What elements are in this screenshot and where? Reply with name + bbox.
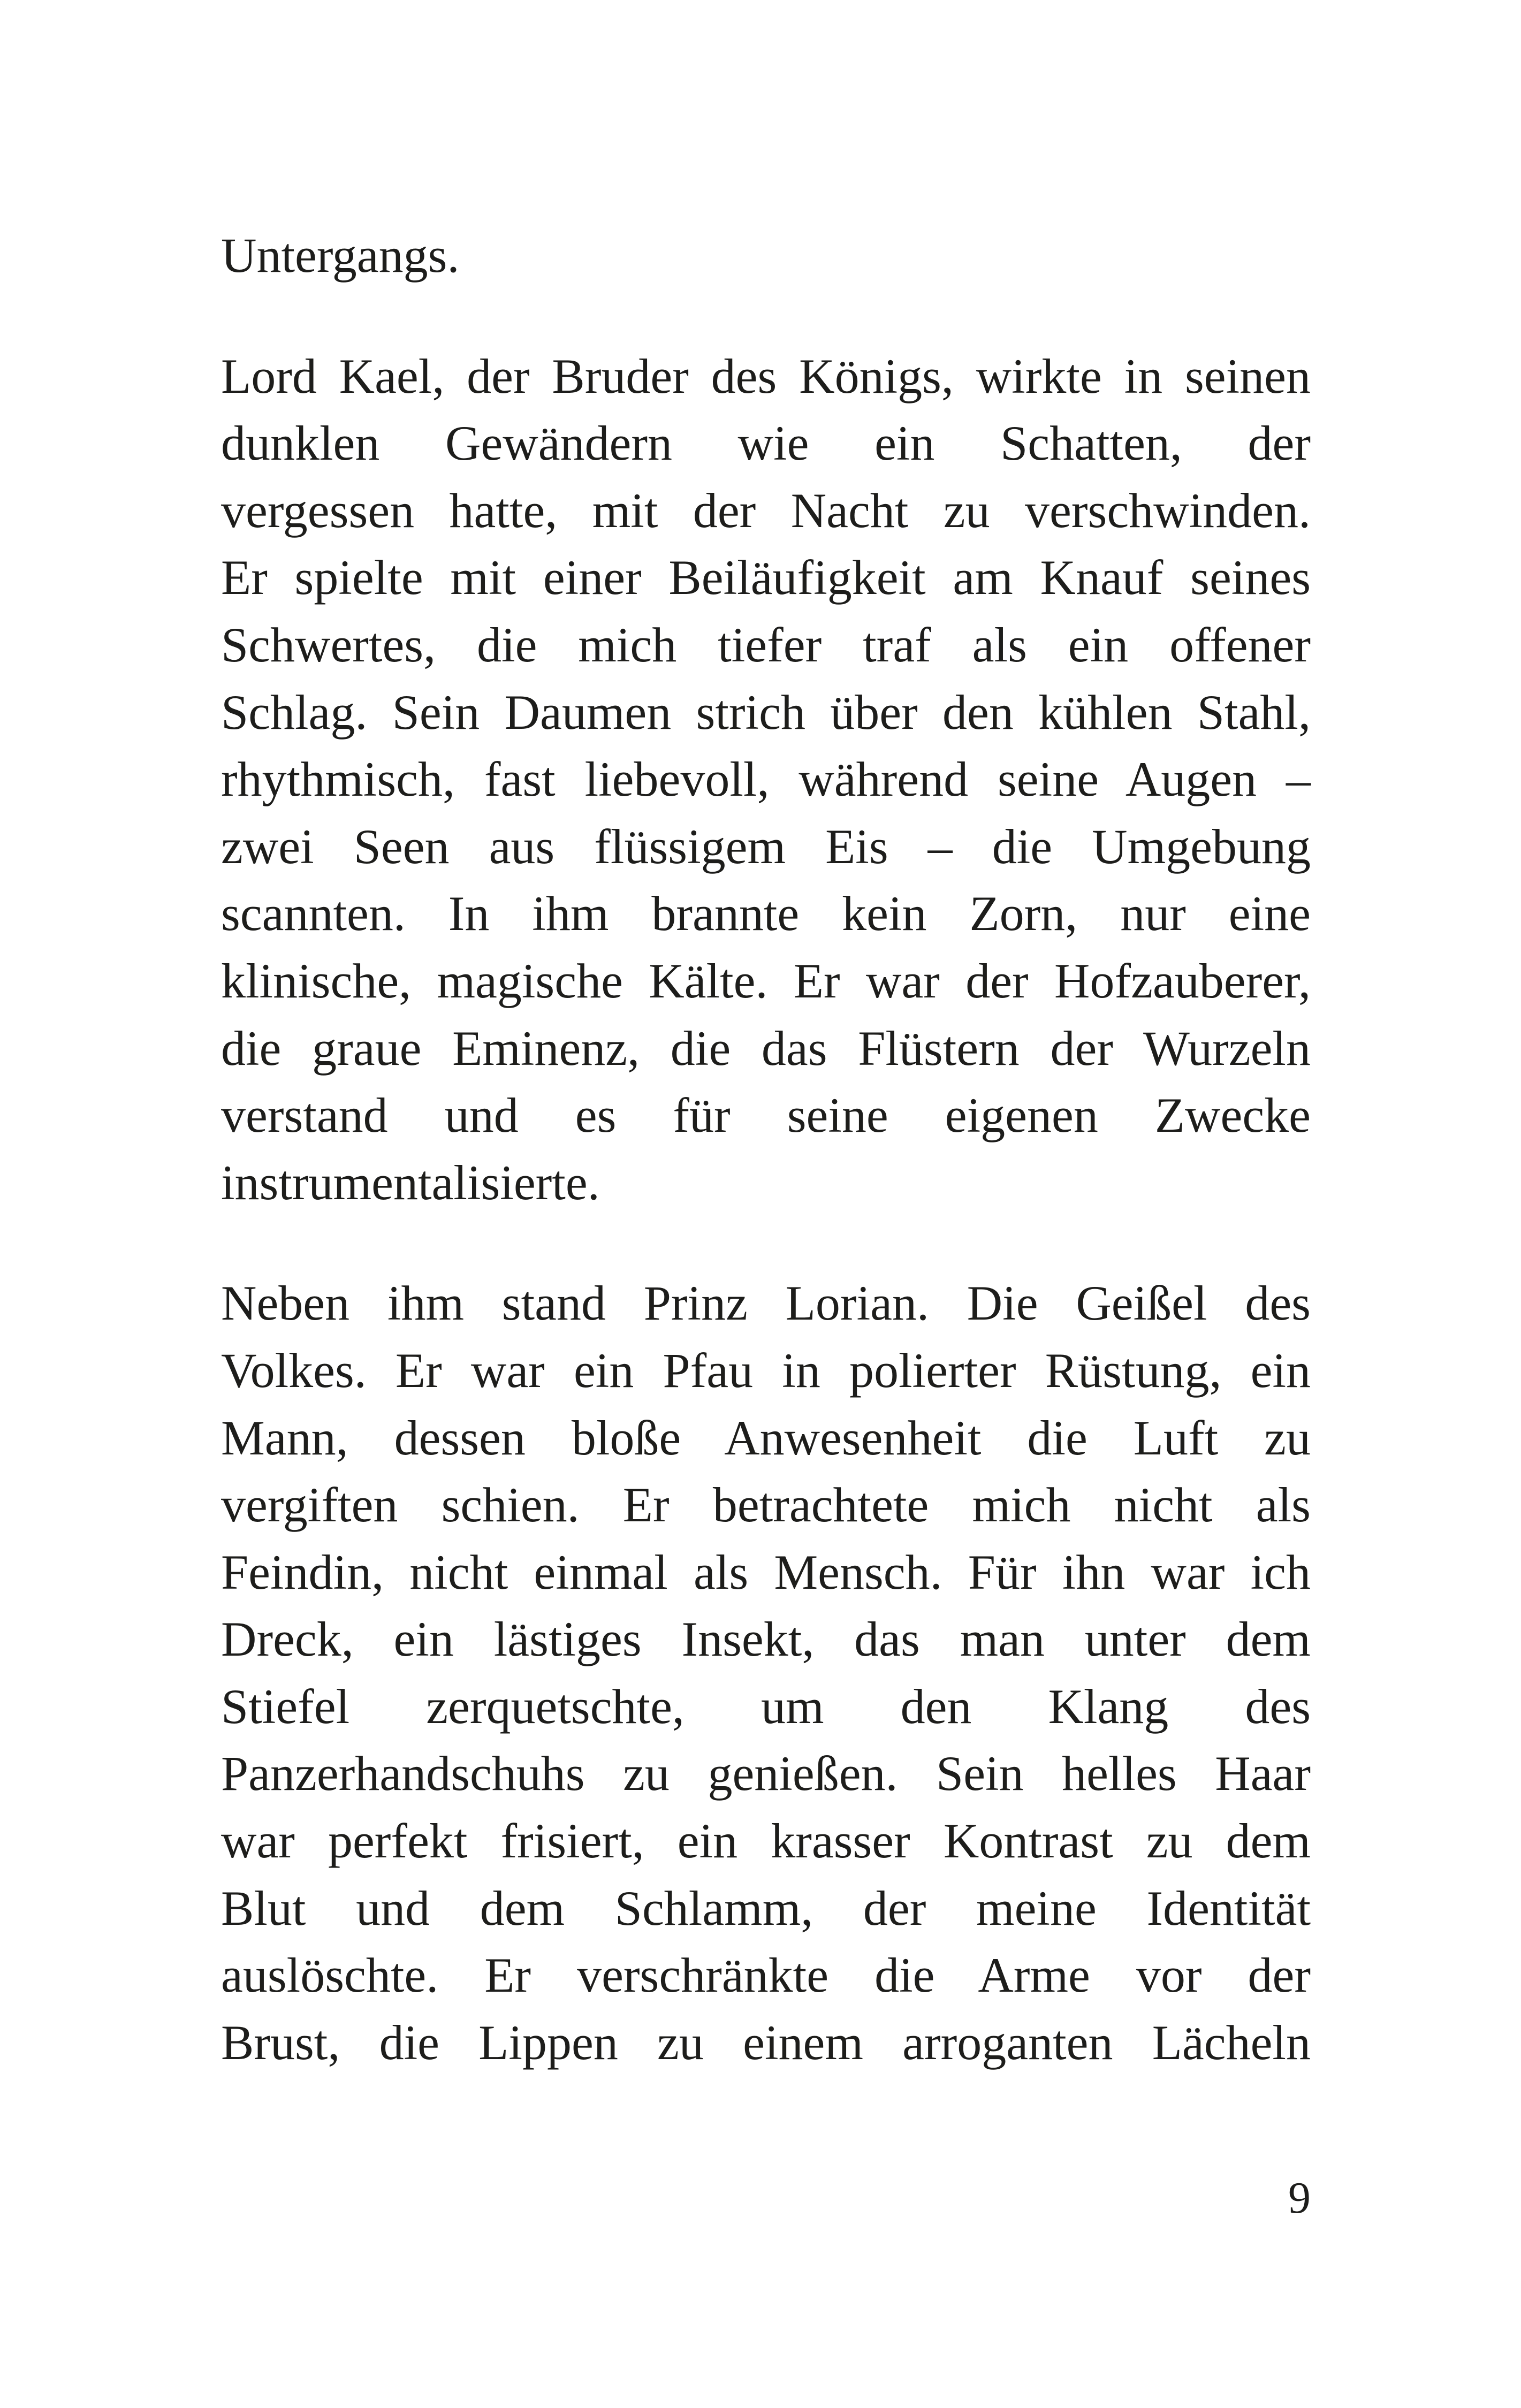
text-line: Volkes. Er war ein Pfau in polierter Rüstung, ein <box>221 1343 1311 1398</box>
text-line: dunklen Gewändern wie ein Schatten, der <box>221 416 1311 471</box>
text-line: Neben ihm stand Prinz Lorian. Die Geißel des <box>221 1276 1311 1331</box>
page-number: 9 <box>1288 2173 1311 2223</box>
text-line: Panzerhandschuhs zu genießen. Sein helles Haar <box>221 1746 1311 1801</box>
text-line: zwei Seen aus flüssigem Eis – die Umgebung <box>221 819 1311 874</box>
text-line: Schwertes, die mich tiefer traf als ein offener <box>221 617 1311 672</box>
text-line: war perfekt frisiert, ein krasser Kontrast zu dem <box>221 1813 1311 1869</box>
text-line: Stiefel zerquetschte, um den Klang des <box>221 1679 1311 1734</box>
text-line: Blut und dem Schlamm, der meine Identität <box>221 1880 1311 1935</box>
text-line: scannten. In ihm brannte kein Zorn, nur eine <box>221 886 1311 941</box>
text-line: klinische, magische Kälte. Er war der Hofzauberer, <box>221 953 1311 1008</box>
paragraph-2 <box>221 343 1311 1217</box>
text-line: Er spielte mit einer Beiläufigkeit am Knauf seines <box>221 550 1311 605</box>
text-line: verstand und es für seine eigenen Zwecke <box>221 1088 1311 1143</box>
text-line: die graue Eminenz, die das Flüstern der Wurzeln <box>221 1020 1311 1076</box>
text-line: Mann, dessen bloße Anwesenheit die Luft zu <box>221 1410 1311 1465</box>
text-line: rhythmisch, fast liebevoll, während seine Augen – <box>221 752 1311 807</box>
text-line: auslöschte. Er verschränkte die Arme vor der <box>221 1948 1311 2003</box>
paragraph-3 <box>221 1270 1311 2076</box>
text-line: Feindin, nicht einmal als Mensch. Für ihn war ich <box>221 1544 1311 1599</box>
text-line: instrumentalisierte. <box>221 1155 600 1210</box>
text-line: Schlag. Sein Daumen strich über den kühlen Stahl, <box>221 684 1311 740</box>
text-line: Dreck, ein lästiges Insekt, das man unter dem <box>221 1612 1311 1667</box>
body-text <box>221 222 1311 2076</box>
text-line: Lord Kael, der Bruder des Königs, wirkte in seinen <box>221 348 1311 403</box>
paragraph-1 <box>221 222 1311 289</box>
text-line: vergiften schien. Er betrachtete mich nicht als <box>221 1477 1311 1533</box>
text-line: Untergangs. <box>221 228 460 283</box>
text-line: vergessen hatte, mit der Nacht zu verschwinden. <box>221 483 1311 538</box>
text-line: Brust, die Lippen zu einem arroganten Lächeln <box>221 2015 1311 2070</box>
